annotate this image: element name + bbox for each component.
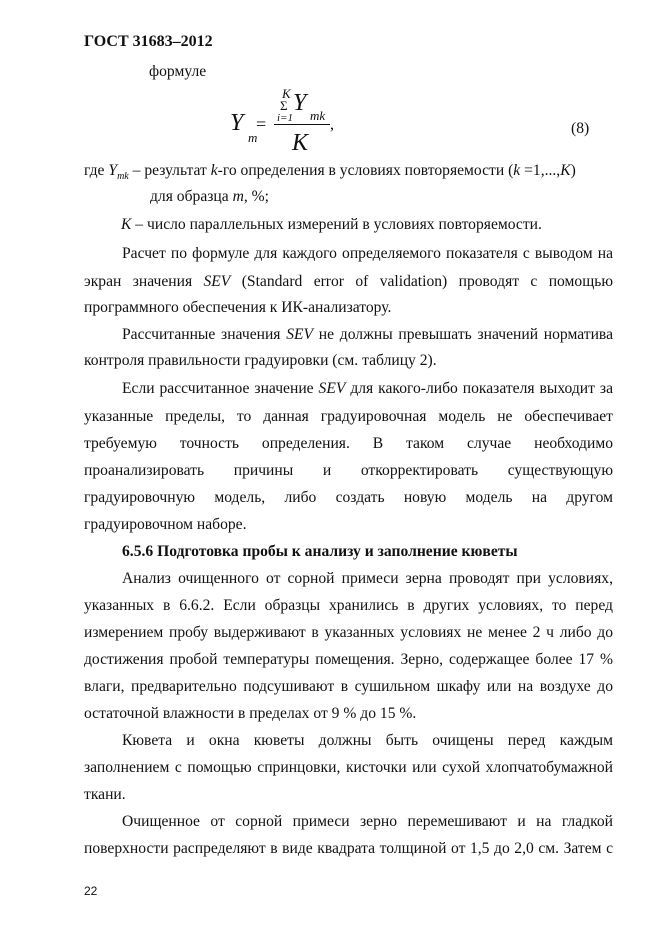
formula-8 [230,86,360,156]
formula-comma: , [330,116,334,133]
equation-number: (8) [571,120,590,137]
p3-line-1: Если рассчитанное значение SEV для какого-либо показателя выходит за [122,380,613,397]
where-line-1: где $Y_{mk}$ – результат k-го определения в условиях повторяемости (k =1,...,K) [84,162,576,183]
numerator-variable: Y [293,90,307,116]
p1-line-1: Расчет по формуле для каждого определяемого показателя с выводом на [122,245,613,262]
p2-line-2: контроля правильности градуировки (см. таблицу 2). [84,352,437,369]
p4-line-3: измерением пробу выдерживают в указанных условиях не менее 2 ч либо до [84,624,613,641]
numerator-subscript: mk [310,108,326,123]
denominator: K [292,130,309,156]
p1-line-2: экран значения SEV (Standard error of validation) проводят с помощью [84,273,613,290]
p3-line-5: градуировочную модель, либо создать новую модель на другом [84,489,613,506]
p5-line-2: заполнением с помощью спринцовки, кисточки или сухой хлопчатобумажной [84,759,613,776]
p4-line-5: влаги, предварительно подсушивают в сушильном шкафу или на воздухе до [84,678,613,695]
sum-upper-limit: K [282,86,291,101]
p1-line-3: программного обеспечения к ИК-анализатору. [84,299,392,316]
where-line-3: K – число параллельных измерений в условиях повторяемости. [121,216,542,233]
result-subscript: m [248,130,258,145]
result-variable: Y [230,110,244,136]
p3-line-6: градуировочном наборе. [84,516,247,533]
p4-line-6: остаточной влажности в пределах от 9 % до 15 %. [84,705,417,722]
p5-line-1: Кювета и окна кюветы должны быть очищены перед каждым [122,732,613,749]
p4-line-1: Анализ очищенного от сорной примеси зерна проводят при условиях, [122,570,613,587]
p3-line-4: проанализировать причины и откорректировать существующую [84,462,613,479]
p3-line-3: требуемую точность определения. В таком случае необходимо [84,435,613,452]
document-header: ГОСТ 31683–2012 [84,33,213,50]
sum-sign: Σ [280,98,288,113]
p3-line-2: указанные пределы, то данная градуировочная модель не обеспечивает [84,408,613,425]
sum-lower-limit: i=1 [277,112,293,124]
page-number: 22 [84,884,98,898]
section-title: 6.5.6 Подготовка пробы к анализу и заполнение кюветы [122,543,518,560]
equals-sign: = [256,114,267,134]
p2-line-1: Рассчитанные значения SEV не должны превышать значений норматива [122,326,613,343]
intro-text: формуле [149,63,207,80]
p6-line-1: Очищенное от сорной примеси зерно перемешивают и на гладкой [122,813,613,830]
where-line-2: для образца m, %; [150,188,269,205]
p6-line-2: поверхности распределяют в виде квадрата толщиной от 1,5 до 2,0 см. Затем с [84,840,613,857]
fraction-bar [274,124,330,125]
p4-line-2: указанных в 6.6.2. Если образцы хранились в других условиях, то перед [84,597,613,614]
p5-line-3: ткани. [84,786,126,803]
p4-line-4: достижения пробой температуры помещения. Зерно, содержащее более 17 % [84,651,613,668]
